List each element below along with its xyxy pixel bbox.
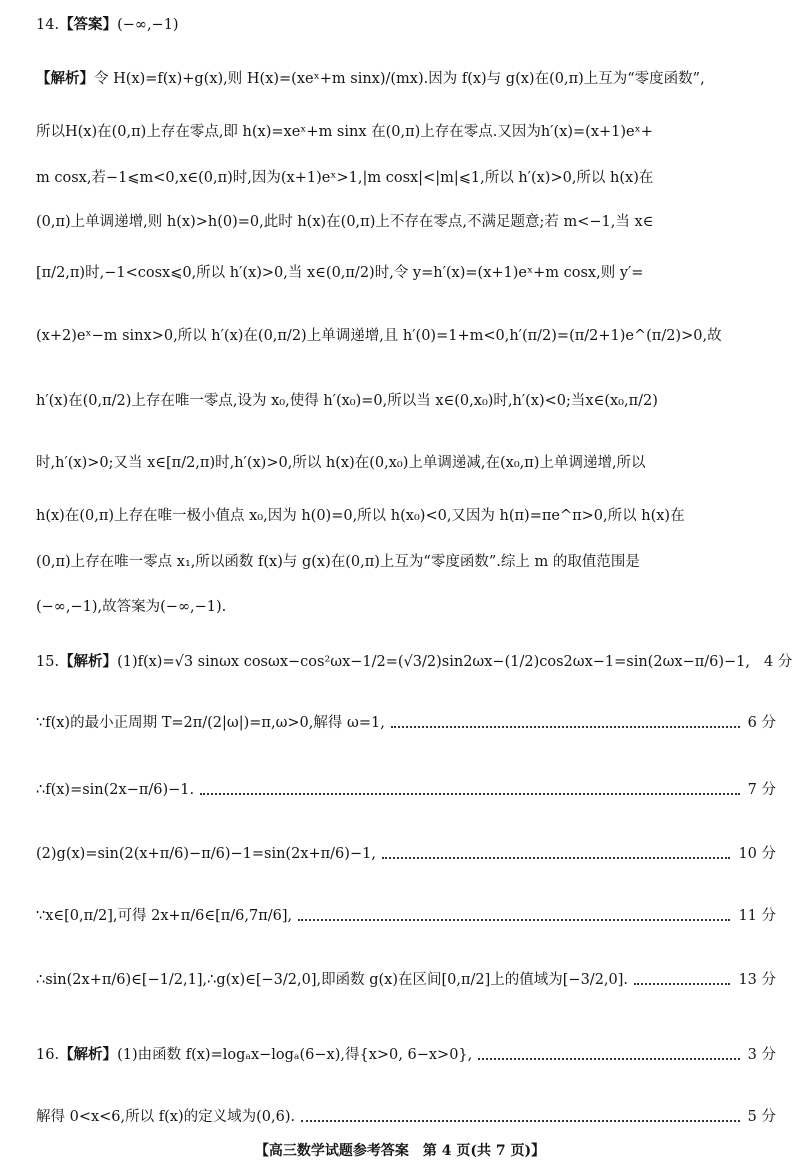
leader-dots xyxy=(200,793,740,795)
q14-answer-label: 【答案】 xyxy=(59,16,118,33)
q14-line-1: 【解析】令 H(x)=f(x)+g(x),则 H(x)=(xeˣ+m sinx)/(mx).因为 f(x)与 g(x)在(0,π)上互为“零度函数”, xyxy=(36,70,705,87)
score: 5 分 xyxy=(747,1109,776,1125)
q14-line-10: (0,π)上存在唯一零点 x₁,所以函数 f(x)与 g(x)在(0,π)上互为“零度函数”.综上 m 的取值范围是 xyxy=(36,554,640,570)
score: 6 分 xyxy=(747,715,776,731)
q14-heading xyxy=(36,14,776,36)
q14-line-7: h′(x)在(0,π/2)上存在唯一零点,设为 x₀,使得 h′(x₀)=0,所以当 x∈(0,x₀)时,h′(x)<0;当x∈(x₀,π/2) xyxy=(36,393,658,409)
q15-step-3: ∴f(x)=sin(2x−π/6)−1. 7 分 xyxy=(36,779,776,801)
q16-solution-label: 【解析】 xyxy=(59,1046,118,1063)
q14-solution-label: 【解析】 xyxy=(36,70,94,87)
q15-solution-label: 【解析】 xyxy=(59,653,118,670)
leader-dots xyxy=(634,983,730,985)
q14-answer: (−∞,−1) xyxy=(117,17,179,33)
score: 7 分 xyxy=(747,782,776,798)
q14-line-6: (x+2)eˣ−m sinx>0,所以 h′(x)在(0,π/2)上单调递增,且 h′(0)=1+m<0,h′(π/2)=(π/2+1)e^(π/2)>0,故 xyxy=(36,328,722,344)
leader-dots xyxy=(382,857,731,859)
score: 10 分 xyxy=(738,846,776,862)
score: 11 分 xyxy=(738,908,776,924)
score: 3 分 xyxy=(747,1047,776,1063)
q14-line-8: 时,h′(x)>0;又当 x∈[π/2,π)时,h′(x)>0,所以 h(x)在(0,x₀)上单调递减,在(x₀,π)上单调递增,所以 xyxy=(36,455,646,471)
q15-step-5: ∵x∈[0,π/2],可得 2x+π/6∈[π/6,7π/6], 11 分 xyxy=(36,905,776,927)
q14-line-5: [π/2,π)时,−1<cosx⩽0,所以 h′(x)>0,当 x∈(0,π/2)时,令 y=h′(x)=(x+1)eˣ+m cosx,则 y′= xyxy=(36,265,644,281)
score: 4 分 xyxy=(764,654,793,670)
q15-step-2: ∵f(x)的最小正周期 T=2π/(2|ω|)=π,ω>0,解得 ω=1, 6 分 xyxy=(36,712,776,734)
leader-dots xyxy=(478,1058,739,1060)
q14-line-3: m cosx,若−1⩽m<0,x∈(0,π)时,因为(x+1)eˣ>1,|m cosx|<|m|⩽1,所以 h′(x)>0,所以 h(x)在 xyxy=(36,170,654,186)
leader-dots xyxy=(391,726,740,728)
q14-line-4: (0,π)上单调递增,则 h(x)>h(0)=0,此时 h(x)在(0,π)上不存在零点,不满足题意;若 m<−1,当 x∈ xyxy=(36,214,654,230)
q15-step-4: (2)g(x)=sin(2(x+π/6)−π/6)−1=sin(2x+π/6)−1, 10 分 xyxy=(36,843,776,865)
q15-step-1: 15. 【解析】 (1)f(x)=√3 sinωx cosωx−cos²ωx−1/2=(√3/2)sin2ωx−(1/2)cos2ωx−1=sin(2ωx−π/6)−1, 4 分 xyxy=(36,651,776,673)
q14-number: 14. xyxy=(36,17,60,33)
leader-dots xyxy=(298,919,730,921)
page-footer: 【高三数学试题参考答案 第 4 页(共 7 页)】 xyxy=(254,1143,546,1159)
q16-step-1: 16. 【解析】 (1)由函数 f(x)=logₐx−logₐ(6−x),得{x>0, 6−x>0}, 3 分 xyxy=(36,1044,776,1066)
q16-number: 16. xyxy=(36,1047,60,1063)
q15-step-6: ∴sin(2x+π/6)∈[−1/2,1],∴g(x)∈[−3/2,0],即函数 g(x)在区间[0,π/2]上的值域为[−3/2,0]. 13 分 xyxy=(36,969,776,991)
q14-line-11: (−∞,−1),故答案为(−∞,−1). xyxy=(36,599,227,615)
q14-line-2: 所以H(x)在(0,π)上存在零点,即 h(x)=xeˣ+m sinx 在(0,π)上存在零点.又因为h′(x)=(x+1)eˣ+ xyxy=(36,124,653,140)
q14-line-9: h(x)在(0,π)上存在唯一极小值点 x₀,因为 h(0)=0,所以 h(x₀)<0,又因为 h(π)=πe^π>0,所以 h(x)在 xyxy=(36,508,685,524)
score: 13 分 xyxy=(738,972,776,988)
q15-number: 15. xyxy=(36,654,60,670)
leader-dots xyxy=(301,1120,740,1122)
q16-step-2: 解得 0<x<6,所以 f(x)的定义域为(0,6). 5 分 xyxy=(36,1106,776,1128)
